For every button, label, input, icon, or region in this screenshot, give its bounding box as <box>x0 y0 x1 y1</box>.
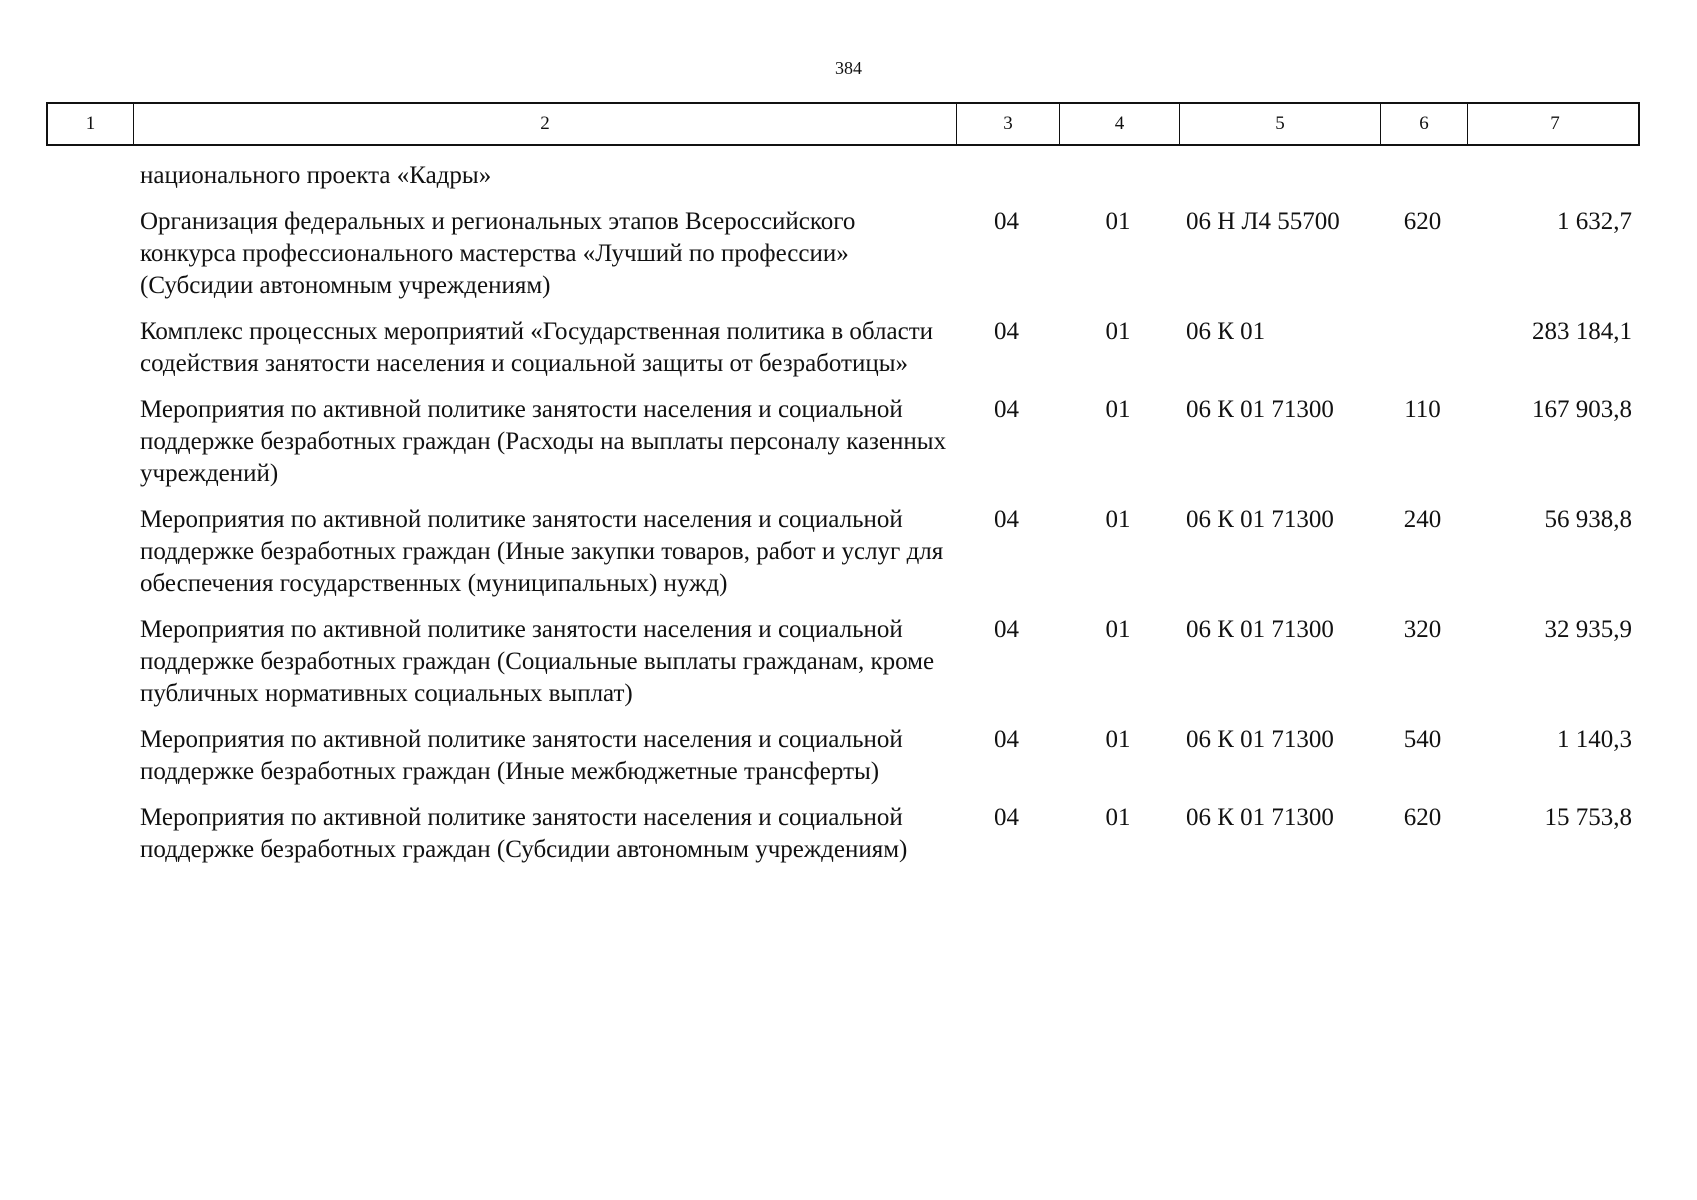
row-expense-type: 540 <box>1403 726 1442 753</box>
header-col-6: 6 <box>1381 104 1468 144</box>
row-target-article: 06 К 01 71300 <box>1186 506 1334 533</box>
header-col-1: 1 <box>48 104 134 144</box>
row-target-article: 06 К 01 71300 <box>1186 726 1334 753</box>
row-target-article: 06 К 01 71300 <box>1186 804 1334 831</box>
table-row <box>46 394 1640 490</box>
row-amount: 32 935,9 <box>1544 616 1632 643</box>
table-row <box>46 206 1640 302</box>
row-expense-type: 240 <box>1403 506 1442 533</box>
header-col-3: 3 <box>957 104 1060 144</box>
header-col-4: 4 <box>1060 104 1180 144</box>
row-expense-type: 620 <box>1403 208 1442 235</box>
header-col-2: 2 <box>134 104 957 144</box>
row-name: Мероприятия по активной политике занятости населения и социальной поддержке безработных граждан (Расходы на выплаты персоналу казенных учреждений) <box>140 396 947 487</box>
row-name: Мероприятия по активной политике занятости населения и социальной поддержке безработных граждан (Иные закупки товаров, работ и услуг для обеспечения государственных (муниципальных) нужд) <box>140 506 944 597</box>
row-name: Мероприятия по активной политике занятости населения и социальной поддержке безработных граждан (Субсидии автономным учреждениям) <box>140 804 908 863</box>
row-name: Организация федеральных и региональных этапов Всероссийского конкурса профессионального мастерства «Лучший по профессии» (Субсидии автономным учреждениям) <box>140 208 856 299</box>
table-row <box>46 614 1640 710</box>
row-target-article: 06 К 01 <box>1186 318 1266 345</box>
row-target-article: 06 К 01 71300 <box>1186 616 1334 643</box>
row-expense-type <box>1379 316 1466 380</box>
continuation-text: национального проекта «Кадры» <box>140 162 492 189</box>
table-header-row <box>46 102 1640 146</box>
row-amount: 1 632,7 <box>1557 208 1632 235</box>
row-subsection-code: 01 <box>1105 208 1131 235</box>
row-amount: 283 184,1 <box>1532 318 1632 345</box>
row-amount: 15 753,8 <box>1544 804 1632 831</box>
row-name: Комплекс процессных мероприятий «Государственная политика в области содействия занятости населения и социальной защиты от безработицы» <box>140 318 934 377</box>
row-section-code: 04 <box>994 616 1019 643</box>
row-amount: 167 903,8 <box>1532 396 1632 423</box>
row-amount: 56 938,8 <box>1544 506 1632 533</box>
row-target-article: 06 К 01 71300 <box>1186 396 1334 423</box>
row-target-article: 06 Н Л4 55700 <box>1186 208 1340 235</box>
row-name: Мероприятия по активной политике занятости населения и социальной поддержке безработных граждан (Социальные выплаты гражданам, кроме публичных нормативных социальных выплат) <box>140 616 935 707</box>
row-subsection-code: 01 <box>1105 616 1131 643</box>
row-section-code: 04 <box>994 208 1019 235</box>
page-number: 384 <box>835 58 862 78</box>
row-expense-type: 320 <box>1403 616 1442 643</box>
row-expense-type: 620 <box>1403 804 1442 831</box>
header-col-5: 5 <box>1180 104 1381 144</box>
row-expense-type: 110 <box>1404 396 1441 423</box>
table-row <box>46 724 1640 788</box>
row-subsection-code: 01 <box>1105 506 1131 533</box>
row-subsection-code: 01 <box>1105 726 1131 753</box>
row-subsection-code: 01 <box>1105 396 1131 423</box>
row-subsection-code: 01 <box>1105 804 1131 831</box>
row-amount: 1 140,3 <box>1557 726 1632 753</box>
row-subsection-code: 01 <box>1105 318 1131 345</box>
row-section-code: 04 <box>994 506 1019 533</box>
row-name: Мероприятия по активной политике занятости населения и социальной поддержке безработных граждан (Иные межбюджетные трансферты) <box>140 726 903 785</box>
header-col-7: 7 <box>1550 113 1560 134</box>
row-section-code: 04 <box>994 804 1019 831</box>
row-section-code: 04 <box>994 396 1019 423</box>
table-row <box>46 316 1640 380</box>
table-row <box>46 504 1640 600</box>
row-section-code: 04 <box>994 318 1019 345</box>
row-section-code: 04 <box>994 726 1019 753</box>
table-row <box>46 802 1640 866</box>
budget-table <box>46 102 1640 866</box>
